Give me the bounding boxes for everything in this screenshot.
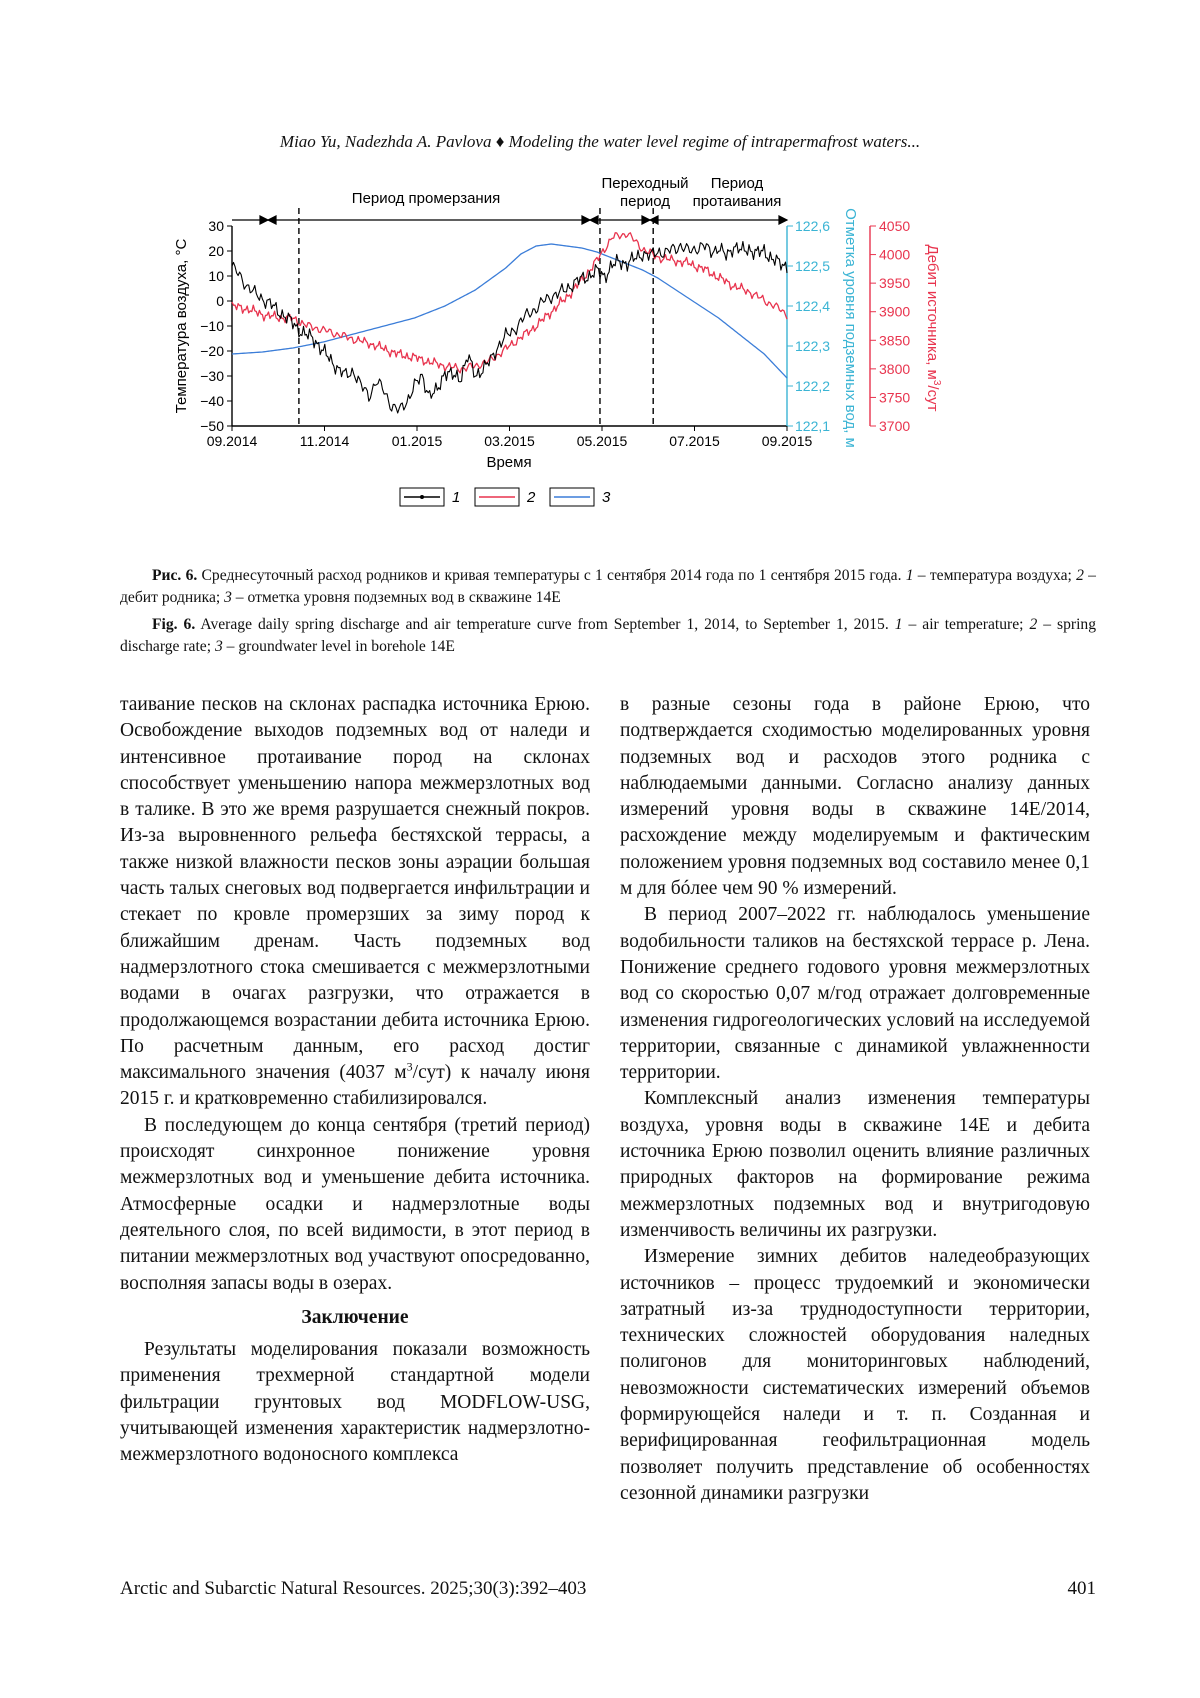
y-right-discharge-tick-label: 3750 (879, 389, 911, 406)
period-label-freezing: Период промерзания (351, 190, 501, 207)
legend-marker-1 (420, 495, 424, 499)
period-label-transition-line1: Переходный (601, 175, 689, 192)
y-right-discharge-axis-title (924, 245, 942, 412)
period-label-transition-line2: период (620, 193, 670, 210)
page-footer (120, 1578, 1096, 1600)
caption-en (120, 614, 1096, 658)
discharge-title-sup: 3 (931, 379, 942, 386)
discharge-title-main: Дебит источника, м (924, 244, 941, 380)
body-column-left (120, 692, 590, 1469)
y-right-discharge-tick-label: 3800 (879, 360, 911, 377)
caption-ru-i1: 1 (905, 567, 914, 584)
y-left-tick-label: −30 (200, 368, 224, 384)
x-tick-label: 01.2015 (391, 433, 443, 449)
x-tick-label: 09.2015 (761, 433, 813, 449)
y-left-tick-label: −10 (200, 318, 224, 334)
caption-ru (120, 565, 1096, 609)
caption-ru-label: Рис. 6. (152, 567, 198, 584)
body-paragraph: Измерение зимних дебитов наледеобразующих источников – процесс трудоемкий и экономически затратный из-за труднодоступности территории, технических сложностей оборудования наледных полигонов для мониторинговых наблюдений, невозможности систематических измерений объемов формирующейся наледи и т. п. Созданная и верифицированная геофильтрационная модель позволяет получить представление об особенностях сезонной динамики разгрузки (620, 1246, 1090, 1504)
header-title: Modeling the water level regime of intrapermafrost waters... (508, 132, 921, 151)
discharge-title-tail: /сут (924, 385, 941, 412)
caption-en-text: Average daily spring discharge and air temperature curve from September 1, 2014, to September 1, 2015. (195, 616, 895, 633)
y-left-tick-label: −50 (200, 418, 224, 434)
caption-en-i3: 3 (214, 638, 223, 655)
legend-label-3: 3 (602, 489, 611, 506)
y-left-tick-label: 30 (208, 218, 224, 234)
x-ticks (207, 426, 813, 449)
series-layer (232, 233, 787, 413)
y-left-tick-label: 20 (208, 243, 224, 259)
x-tick-label: 03.2015 (484, 433, 535, 449)
conclusion-heading: Заключение (301, 1306, 409, 1328)
y-right-discharge-tick-label: 3700 (879, 418, 911, 434)
y-right-level-ticks (787, 218, 830, 434)
x-tick-label: 07.2015 (669, 433, 720, 449)
running-header (0, 132, 1200, 152)
caption-en-i2: 2 (1029, 616, 1038, 633)
caption-ru-t3: – отметка уровня подземных вод в скважине 14Е (231, 589, 561, 606)
page-number: 401 (1067, 1578, 1096, 1599)
legend-label-2: 2 (527, 489, 536, 506)
period-label-thawing-line2: протаивания (692, 193, 782, 210)
legend-label-1: 1 (452, 489, 461, 506)
y-right-level-axis-title: Отметка уровня подземных вод, м (842, 208, 859, 448)
y-right-level-tick-label: 122,5 (795, 258, 831, 274)
y-left-axis-title: Температура воздуха, °C (173, 238, 190, 414)
y-right-discharge-tick-label: 4000 (879, 246, 911, 263)
legend (400, 488, 611, 506)
series-2-line (232, 233, 787, 373)
y-right-level-tick-label: 122,3 (795, 338, 831, 354)
body-text: таивание песков на склонах распадка источника Ерюю. Освобождение выходов подземных вод от наледи и интенсивное протаивание пород на склонах способствует уменьшению напора межмерзлотных вод в талике. В это же время разрушается снежный покров. Из-за выровненного рельефа бестяхской террасы, а также низкой влажности песков зоны аэрации большая часть талых снеговых вод подвергается инфильтрации и стекает по кровле промерзших за зиму пород к ближайшим дренам. Часть подземных вод надмерзлотного стока смешивается с межмерзлотными водами в очагах разгрузки, что отражается в продолжающемся возрастании дебита источника Ерюю. По расчетным данным, его расход достиг максимального значения (4037 м (120, 694, 590, 1084)
footer-journal: Arctic and Subarctic Natural Resources. 2025;30(3):392–403 (120, 1578, 587, 1599)
caption-en-t2: – spring discharge rate; (120, 616, 1097, 655)
period-boundary-lines (299, 208, 653, 426)
y-right-level-tick-label: 122,4 (795, 298, 831, 314)
caption-en-t1: – air temperature; (902, 616, 1030, 633)
caption-ru-i3: 3 (224, 589, 232, 606)
y-left-tick-label: 10 (208, 268, 224, 284)
x-axis-title: Время (486, 454, 532, 471)
y-left-tick-label: −40 (200, 393, 224, 409)
y-right-level-tick-label: 122,6 (795, 218, 831, 234)
body-paragraph (120, 692, 590, 1113)
series-3-line (232, 244, 787, 378)
header-separator: ♦ (495, 132, 505, 151)
y-right-level-tick-label: 122,2 (795, 378, 831, 394)
period-arrows (232, 216, 787, 224)
x-tick-label: 11.2014 (299, 433, 350, 449)
header-authors: Miao Yu, Nadezhda A. Pavlova (279, 132, 492, 151)
y-right-discharge-tick-label: 3850 (879, 332, 911, 349)
caption-ru-t1: – температура воздуха; (913, 567, 1077, 584)
body-paragraph: Результаты моделирования показали возможность применения трехмерной стандартной модели фильтрации грунтовых вод MODFLOW-USG, учитывающей изменения характеристик надмерзлотно-межмерзлотного водоносного комплекса (120, 1339, 590, 1466)
y-left-tick-label: 0 (216, 293, 224, 309)
figure-caption (120, 565, 1096, 663)
body-paragraph: Комплексный анализ изменения температуры воздуха, уровня воды в скважине 14Е и дебита источника Ерюю позволил оценить влияние различных природных факторов на формирование режима межмерзлотных подземных вод и внутригодовую изменчивость величины их разгрузки. (620, 1088, 1090, 1241)
caption-ru-text: Среднесуточный расход родников и кривая температуры с 1 сентября 2014 года по 1 сентября 2015 года. (197, 567, 906, 584)
body-text: /сут) к началу июня 2015 г. и кратковременно стабилизировался. (120, 1062, 590, 1110)
y-right-discharge-tick-label: 4050 (879, 218, 911, 234)
y-right-level-tick-label: 122,1 (795, 418, 831, 434)
caption-ru-t2: – дебит родника; (120, 567, 1096, 606)
period-label-thawing-line1: Период (710, 175, 764, 192)
y-left-tick-label: −20 (200, 343, 224, 359)
figure-6-chart (170, 168, 1070, 553)
caption-en-i1: 1 (894, 616, 903, 633)
body-paragraph: в разные сезоны года в районе Ерюю, что подтверждается сходимостью моделированных уровня подземных вод и расходов этого родника с наблюдаемыми данными. Согласно анализу данных измерений уровня воды в скважине 14Е/2014, расхождение между моделируемым и фактическим положением уровня подземных вод составило менее 0,1 м для бóлее чем 90 % измерений. (620, 694, 1090, 900)
y-right-discharge-tick-label: 3900 (879, 303, 911, 320)
caption-ru-i2: 2 (1076, 567, 1084, 584)
y-left-ticks (200, 218, 232, 434)
superscript: 3 (406, 1059, 413, 1074)
body-paragraph: В последующем до конца сентября (третий период) происходят синхронное понижение уровня межмерзлотных вод и уменьшение дебита источника. Атмосферные осадки и надмерзлотные воды деятельного слоя, по всей видимости, в этот период в питании межмерзлотных вод участвуют опосредованно, восполняя запасы воды в озерах. (120, 1114, 590, 1294)
body-paragraph: В период 2007–2022 гг. наблюдалось уменьшение водобильности таликов на бестяхской террасе р. Лена. Понижение среднего годового уровня межмерзлотных вод со скоростью 0,07 м/год отражает долговременные изменения гидрогеологических условий на исследуемой территории, связанные с динамикой увлажненности территории. (620, 904, 1090, 1084)
x-tick-label: 05.2015 (576, 433, 628, 449)
x-tick-label: 09.2014 (206, 433, 258, 449)
body-column-right (620, 692, 1090, 1507)
y-right-discharge-tick-label: 3950 (879, 275, 911, 292)
y-right-discharge-ticks (870, 218, 910, 434)
caption-en-t3: – groundwater level in borehole 14E (222, 638, 455, 655)
caption-en-label: Fig. 6. (152, 616, 196, 633)
